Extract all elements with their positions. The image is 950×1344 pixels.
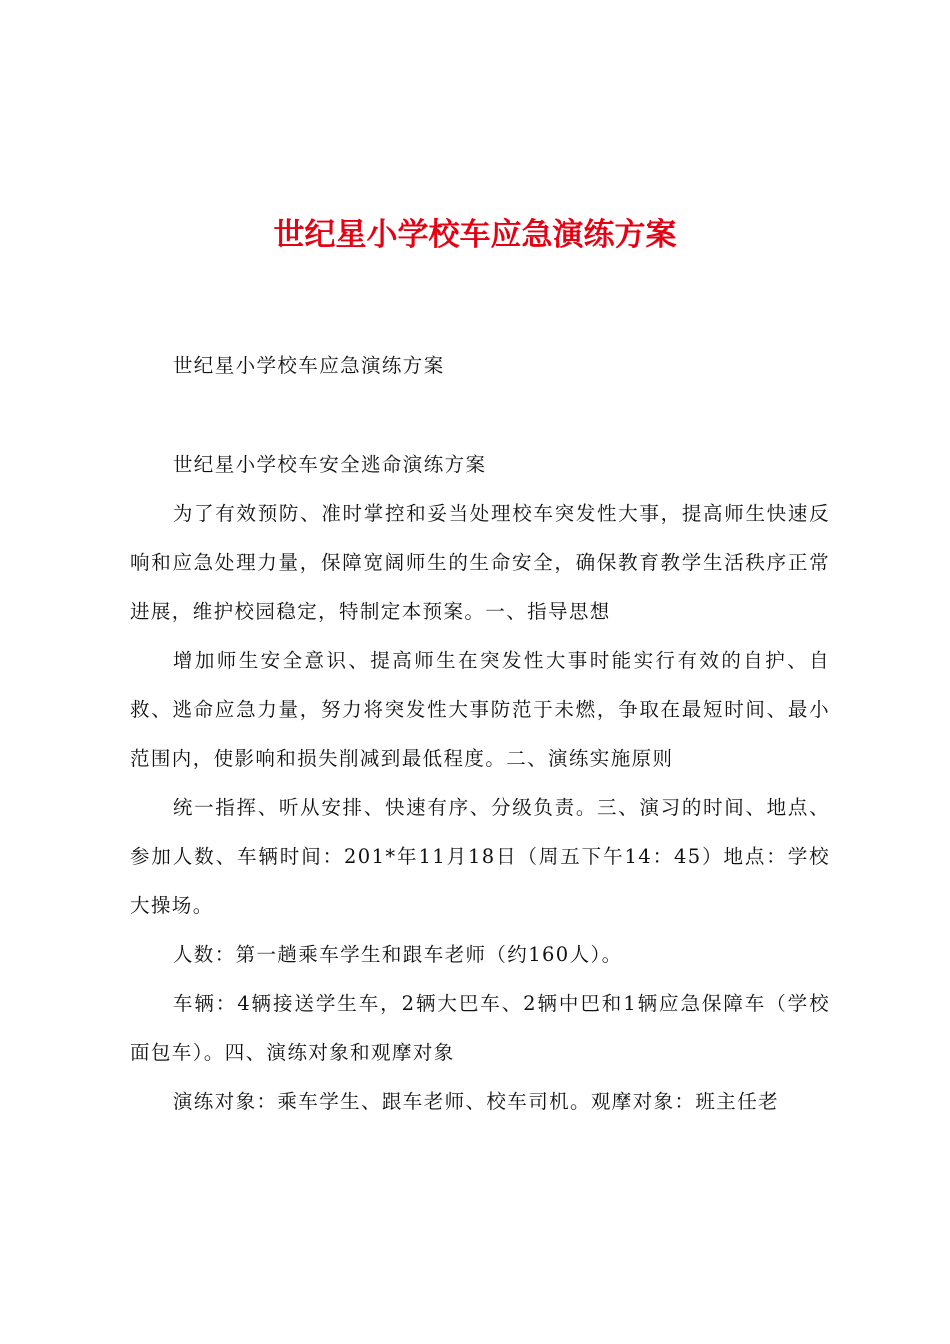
paragraph-4: 统一指挥、听从安排、快速有序、分级负责。三、演习的时间、地点、参加人数、车辆时间：201*年11月18日（周五下午14：45）地点：学校大操场。 [130,796,830,917]
paragraph-7: 演练对象：乘车学生、跟车老师、校车司机。观摩对象：班主任老 [172,1090,779,1113]
paragraph-3: 增加师生安全意识、提高师生在突发性大事时能实行有效的自护、自救、逃命应急力量，努力将突发性大事防范于未燃，争取在最短时间、最小范围内，使影响和损失削减到最低程度。二、演练实施原则 [130,649,830,770]
paragraph-5: 人数：第一趟乘车学生和跟车老师（约160人）。 [172,943,623,966]
document-subtitle: 世纪星小学校车应急演练方案 [172,354,445,377]
document-title: 世纪星小学校车应急演练方案 [273,217,677,253]
document-subtitle-block [130,341,830,390]
paragraph-2: 为了有效预防、准时掌控和妥当处理校车突发性大事，提高师生快速反响和应急处理力量，保障宽阔师生的生命安全，确保教育教学生活秩序正常进展，维护校园稳定，特制定本预案。一、指导思想 [130,502,830,623]
document-body [130,440,830,1126]
paragraph-1: 世纪星小学校车安全逃命演练方案 [172,453,487,476]
paragraph-6: 车辆：4辆接送学生车，2辆大巴车、2辆中巴和1辆应急保障车（学校面包车）。四、演练对象和观摩对象 [130,992,830,1064]
